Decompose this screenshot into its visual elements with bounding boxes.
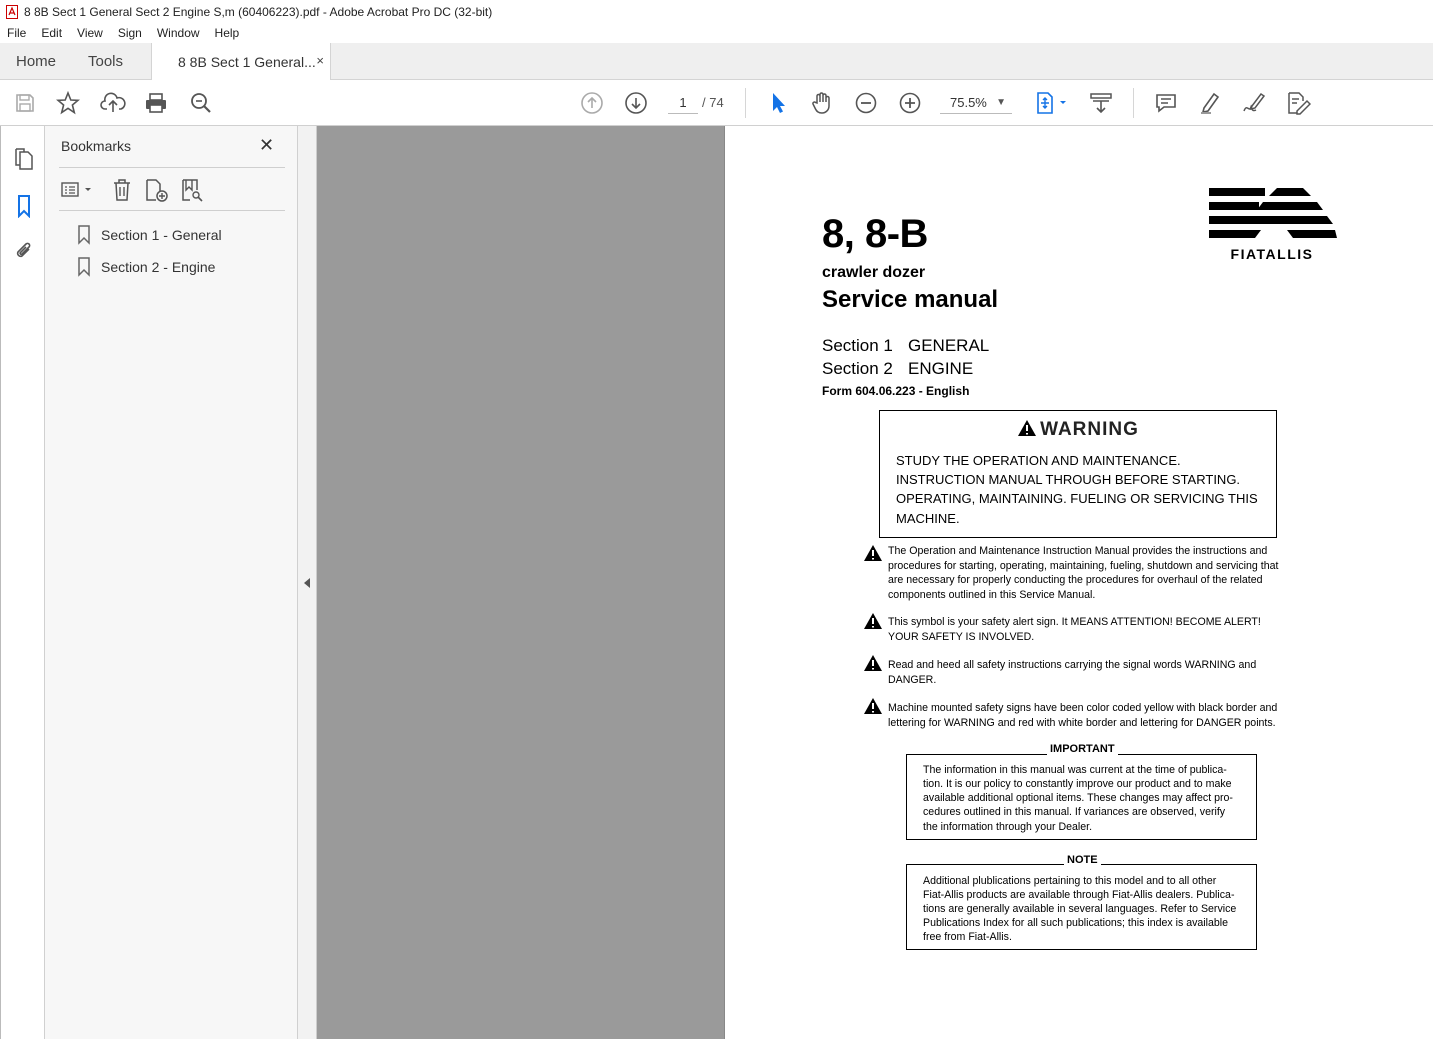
warning-triangle-icon [863,544,883,562]
manual-title: Service manual [822,286,999,313]
bookmark-panel-icon[interactable] [11,193,37,219]
pdf-page [724,126,1431,1039]
important-box [906,754,1257,840]
note-line: Fiat-Allis products are available through Fiat-Allis dealers. Publica- [923,889,1235,901]
important-line: The information in this manual was current at the time of publica- [923,764,1227,776]
print-icon[interactable] [143,90,169,116]
window-titlebar [0,0,1433,23]
navigation-rail [0,126,45,1039]
section-name: GENERAL [908,336,990,355]
safety-paragraph: The Operation and Maintenance Instruction Manual provides the instructions and procedures for starting, operating, maintaining, fueling, shutdown and servicing that are necessary for properly conducting the procedures for overhaul of the related components outlined in this Service Manual. [888,545,1279,601]
main-toolbar [0,80,1433,126]
bookmark-item[interactable] [77,224,222,246]
toolbar-divider [1133,88,1134,118]
menu-help[interactable]: Help [214,26,240,40]
warning-line: MACHINE. [896,511,960,526]
document-canvas [317,126,724,1039]
page-number-input[interactable]: 1 [668,92,698,114]
page-total: / 74 [702,95,724,110]
zoom-in-icon[interactable] [897,90,923,116]
edit-document-icon[interactable] [1285,90,1311,116]
section-number: Section 2 [822,359,893,378]
bookmark-label: Section 2 - Engine [101,259,216,275]
warning-triangle-icon [863,654,883,672]
warning-triangle-icon [863,612,883,630]
important-line: tion. It is our policy to constantly improve our product and to make [923,778,1232,790]
bookmark-item[interactable] [77,256,215,278]
tab-document[interactable] [151,43,331,81]
warning-line: OPERATING, MAINTAINING. FUELING OR SERVICING THIS [896,491,1258,506]
safety-paragraph: Machine mounted safety signs have been color coded yellow with black border and lettering for WARNING and red with white border and lettering for DANGER points. [888,702,1278,729]
note-line: tions are generally available in several languages. Refer to Service [923,903,1237,915]
bookmark-icon [77,225,91,245]
cloud-upload-icon[interactable] [100,90,126,116]
panel-collapse-handle[interactable] [298,126,317,1039]
page-thumbnails-icon[interactable] [11,146,37,172]
bookmark-icon [77,257,91,277]
menu-file[interactable]: File [7,26,27,40]
new-bookmark-icon[interactable] [144,177,170,203]
safety-paragraph: This symbol is your safety alert sign. It MEANS ATTENTION! BECOME ALERT! YOUR SAFETY IS INVOLVED. [888,616,1261,643]
note-line: free from Fiat-Allis. [923,931,1012,943]
bookmark-options-button[interactable] [61,177,93,203]
close-icon[interactable]: ✕ [259,135,275,155]
window-title: 8 8B Sect 1 General Sect 2 Engine S,m (60406223).pdf - Adobe Acrobat Pro DC (32-bit) [24,4,493,19]
menu-sign[interactable]: Sign [117,26,142,40]
tab-bar [0,43,1433,80]
previous-page-icon[interactable] [579,90,605,116]
menu-window[interactable]: Window [156,26,200,40]
zoom-out-icon[interactable] [853,90,879,116]
fit-page-icon[interactable] [1032,90,1072,116]
important-line: available additional optional items. These changes may affect pro- [923,792,1233,804]
warning-triangle-icon [1017,419,1037,437]
fiatallis-logo [1207,186,1337,264]
panel-divider [59,167,285,168]
important-label: IMPORTANT [1047,743,1118,755]
bookmarks-title: Bookmarks [61,138,132,154]
chevron-down-icon: ▼ [996,97,1006,108]
warning-triangle-icon [863,697,883,715]
next-page-icon[interactable] [623,90,649,116]
note-box [906,864,1257,950]
subtitle: crawler dozer [822,264,926,281]
panel-divider [59,210,285,211]
tab-home[interactable]: Home [16,53,57,70]
safety-paragraph: Read and heed all safety instructions carrying the signal words WARNING and DANGER. [888,659,1257,686]
model-heading: 8, 8-B [822,212,928,256]
attachments-icon[interactable] [11,238,37,264]
warning-box [879,410,1277,538]
collapse-arrow-icon [304,578,310,588]
select-cursor-icon[interactable] [765,90,791,116]
tab-tools[interactable]: Tools [88,53,124,70]
delete-bookmark-icon[interactable] [111,177,133,203]
bookmark-search-icon[interactable] [180,177,204,203]
highlight-pen-icon[interactable] [1197,90,1223,116]
important-line: cedures outlined in this manual. If variances are observed, verify [923,806,1226,818]
note-label: NOTE [1064,854,1101,866]
zoom-search-icon[interactable] [188,90,214,116]
acrobat-app-icon [4,4,20,20]
menu-edit[interactable]: Edit [41,26,63,40]
note-line: Additional plublications pertaining to this model and to all other [923,875,1217,887]
warning-line: INSTRUCTION MANUAL THROUGH BEFORE STARTING. [896,472,1241,487]
menubar [0,23,1433,43]
menu-view[interactable]: View [77,26,103,40]
zoom-level-select[interactable] [940,92,1012,114]
section-name: ENGINE [908,359,974,378]
scroll-mode-icon[interactable] [1088,90,1114,116]
important-line: the information through your Dealer. [923,821,1093,833]
logo-text: FIATALLIS [1230,246,1314,262]
toolbar-divider [745,88,746,118]
form-number: Form 604.06.223 - English [822,384,970,398]
save-icon[interactable] [12,90,38,116]
warning-heading [880,419,1276,441]
note-line: Publications Index for all such publications; this index is available [923,917,1229,929]
bookmarks-panel [45,126,298,1039]
bookmark-label: Section 1 - General [101,227,222,243]
warning-label: WARNING [1040,419,1139,440]
star-icon[interactable] [55,90,81,116]
draw-sign-icon[interactable] [1241,90,1267,116]
comment-icon[interactable] [1153,90,1179,116]
zoom-level-value: 75.5% [950,95,987,110]
hand-tool-icon[interactable] [809,90,835,116]
tab-close-icon[interactable]: × [316,53,324,68]
tab-document-label: 8 8B Sect 1 General... [178,54,316,70]
section-number: Section 1 [822,336,893,355]
warning-line: STUDY THE OPERATION AND MAINTENANCE. [896,453,1181,468]
